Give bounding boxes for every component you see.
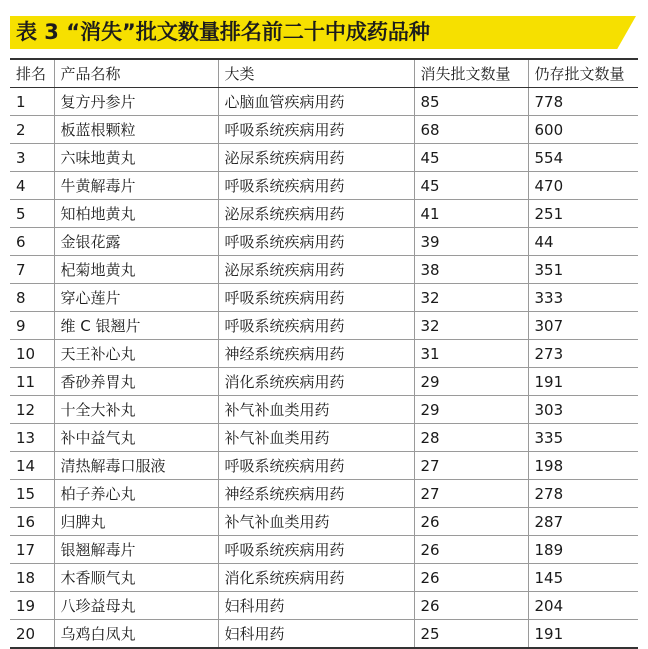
cell-lost: 26 bbox=[414, 536, 528, 564]
cell-rank: 15 bbox=[10, 480, 54, 508]
cell-rank: 20 bbox=[10, 620, 54, 649]
table-row bbox=[10, 508, 638, 536]
cell-rank: 4 bbox=[10, 172, 54, 200]
cell-name: 银翘解毒片 bbox=[54, 536, 218, 564]
cell-name: 牛黄解毒片 bbox=[54, 172, 218, 200]
cell-remaining: 44 bbox=[528, 228, 638, 256]
column-header-lost: 消失批文数量 bbox=[414, 59, 528, 88]
cell-remaining: 251 bbox=[528, 200, 638, 228]
column-header-name: 产品名称 bbox=[54, 59, 218, 88]
cell-category: 补气补血类用药 bbox=[218, 424, 414, 452]
cell-rank: 16 bbox=[10, 508, 54, 536]
column-header-category: 大类 bbox=[218, 59, 414, 88]
cell-rank: 7 bbox=[10, 256, 54, 284]
table-row bbox=[10, 620, 638, 649]
cell-remaining: 600 bbox=[528, 116, 638, 144]
cell-lost: 31 bbox=[414, 340, 528, 368]
table-row bbox=[10, 284, 638, 312]
cell-category: 泌尿系统疾病用药 bbox=[218, 200, 414, 228]
cell-name: 十全大补丸 bbox=[54, 396, 218, 424]
cell-lost: 26 bbox=[414, 592, 528, 620]
cell-lost: 25 bbox=[414, 620, 528, 649]
cell-rank: 13 bbox=[10, 424, 54, 452]
cell-lost: 26 bbox=[414, 508, 528, 536]
table-row bbox=[10, 256, 638, 284]
cell-rank: 11 bbox=[10, 368, 54, 396]
cell-rank: 8 bbox=[10, 284, 54, 312]
cell-category: 妇科用药 bbox=[218, 592, 414, 620]
cell-lost: 26 bbox=[414, 564, 528, 592]
cell-remaining: 191 bbox=[528, 620, 638, 649]
cell-category: 泌尿系统疾病用药 bbox=[218, 144, 414, 172]
cell-name: 维 C 银翘片 bbox=[54, 312, 218, 340]
cell-rank: 12 bbox=[10, 396, 54, 424]
cell-remaining: 307 bbox=[528, 312, 638, 340]
cell-lost: 85 bbox=[414, 88, 528, 116]
table-title: 表 3 “消失”批文数量排名前二十中成药品种 bbox=[16, 20, 430, 44]
cell-category: 神经系统疾病用药 bbox=[218, 480, 414, 508]
table-row bbox=[10, 200, 638, 228]
table-row bbox=[10, 424, 638, 452]
cell-name: 柏子养心丸 bbox=[54, 480, 218, 508]
cell-remaining: 351 bbox=[528, 256, 638, 284]
cell-lost: 28 bbox=[414, 424, 528, 452]
cell-rank: 19 bbox=[10, 592, 54, 620]
cell-name: 乌鸡白凤丸 bbox=[54, 620, 218, 649]
cell-name: 板蓝根颗粒 bbox=[54, 116, 218, 144]
table-row bbox=[10, 536, 638, 564]
cell-rank: 17 bbox=[10, 536, 54, 564]
cell-lost: 32 bbox=[414, 284, 528, 312]
cell-remaining: 335 bbox=[528, 424, 638, 452]
table-row bbox=[10, 88, 638, 116]
table-row bbox=[10, 564, 638, 592]
cell-lost: 29 bbox=[414, 368, 528, 396]
cell-category: 呼吸系统疾病用药 bbox=[218, 116, 414, 144]
cell-category: 消化系统疾病用药 bbox=[218, 368, 414, 396]
table-row bbox=[10, 172, 638, 200]
cell-category: 呼吸系统疾病用药 bbox=[218, 228, 414, 256]
table-row bbox=[10, 480, 638, 508]
cell-name: 木香顺气丸 bbox=[54, 564, 218, 592]
cell-category: 妇科用药 bbox=[218, 620, 414, 649]
cell-category: 呼吸系统疾病用药 bbox=[218, 312, 414, 340]
cell-lost: 27 bbox=[414, 452, 528, 480]
cell-lost: 39 bbox=[414, 228, 528, 256]
cell-category: 呼吸系统疾病用药 bbox=[218, 172, 414, 200]
cell-lost: 41 bbox=[414, 200, 528, 228]
table-row bbox=[10, 144, 638, 172]
cell-lost: 45 bbox=[414, 172, 528, 200]
cell-category: 呼吸系统疾病用药 bbox=[218, 452, 414, 480]
cell-rank: 6 bbox=[10, 228, 54, 256]
ranking-table bbox=[10, 58, 638, 649]
cell-category: 补气补血类用药 bbox=[218, 396, 414, 424]
cell-rank: 3 bbox=[10, 144, 54, 172]
cell-remaining: 191 bbox=[528, 368, 638, 396]
cell-name: 杞菊地黄丸 bbox=[54, 256, 218, 284]
cell-remaining: 145 bbox=[528, 564, 638, 592]
cell-lost: 32 bbox=[414, 312, 528, 340]
cell-lost: 38 bbox=[414, 256, 528, 284]
cell-remaining: 198 bbox=[528, 452, 638, 480]
table-row bbox=[10, 228, 638, 256]
cell-name: 补中益气丸 bbox=[54, 424, 218, 452]
table-header-row bbox=[10, 59, 638, 88]
cell-category: 心脑血管疾病用药 bbox=[218, 88, 414, 116]
cell-remaining: 333 bbox=[528, 284, 638, 312]
cell-remaining: 273 bbox=[528, 340, 638, 368]
cell-category: 泌尿系统疾病用药 bbox=[218, 256, 414, 284]
cell-category: 呼吸系统疾病用药 bbox=[218, 284, 414, 312]
cell-name: 知柏地黄丸 bbox=[54, 200, 218, 228]
cell-name: 复方丹参片 bbox=[54, 88, 218, 116]
column-header-remaining: 仍存批文数量 bbox=[528, 59, 638, 88]
cell-lost: 45 bbox=[414, 144, 528, 172]
table-row bbox=[10, 312, 638, 340]
table-row bbox=[10, 396, 638, 424]
cell-category: 补气补血类用药 bbox=[218, 508, 414, 536]
cell-category: 呼吸系统疾病用药 bbox=[218, 536, 414, 564]
cell-remaining: 189 bbox=[528, 536, 638, 564]
cell-remaining: 278 bbox=[528, 480, 638, 508]
cell-name: 天王补心丸 bbox=[54, 340, 218, 368]
cell-rank: 2 bbox=[10, 116, 54, 144]
cell-rank: 14 bbox=[10, 452, 54, 480]
cell-name: 八珍益母丸 bbox=[54, 592, 218, 620]
cell-rank: 9 bbox=[10, 312, 54, 340]
cell-name: 归脾丸 bbox=[54, 508, 218, 536]
cell-name: 穿心莲片 bbox=[54, 284, 218, 312]
cell-name: 香砂养胃丸 bbox=[54, 368, 218, 396]
cell-remaining: 470 bbox=[528, 172, 638, 200]
cell-lost: 27 bbox=[414, 480, 528, 508]
table-body bbox=[10, 88, 638, 649]
cell-remaining: 287 bbox=[528, 508, 638, 536]
cell-rank: 5 bbox=[10, 200, 54, 228]
cell-name: 六味地黄丸 bbox=[54, 144, 218, 172]
table-row bbox=[10, 116, 638, 144]
table-row bbox=[10, 340, 638, 368]
cell-remaining: 303 bbox=[528, 396, 638, 424]
cell-rank: 10 bbox=[10, 340, 54, 368]
cell-remaining: 554 bbox=[528, 144, 638, 172]
table-row bbox=[10, 368, 638, 396]
cell-lost: 29 bbox=[414, 396, 528, 424]
table-row bbox=[10, 592, 638, 620]
cell-rank: 18 bbox=[10, 564, 54, 592]
cell-category: 消化系统疾病用药 bbox=[218, 564, 414, 592]
cell-remaining: 204 bbox=[528, 592, 638, 620]
cell-category: 神经系统疾病用药 bbox=[218, 340, 414, 368]
cell-name: 金银花露 bbox=[54, 228, 218, 256]
table-row bbox=[10, 452, 638, 480]
cell-remaining: 778 bbox=[528, 88, 638, 116]
cell-rank: 1 bbox=[10, 88, 54, 116]
cell-name: 清热解毒口服液 bbox=[54, 452, 218, 480]
cell-lost: 68 bbox=[414, 116, 528, 144]
column-header-rank: 排名 bbox=[10, 59, 54, 88]
